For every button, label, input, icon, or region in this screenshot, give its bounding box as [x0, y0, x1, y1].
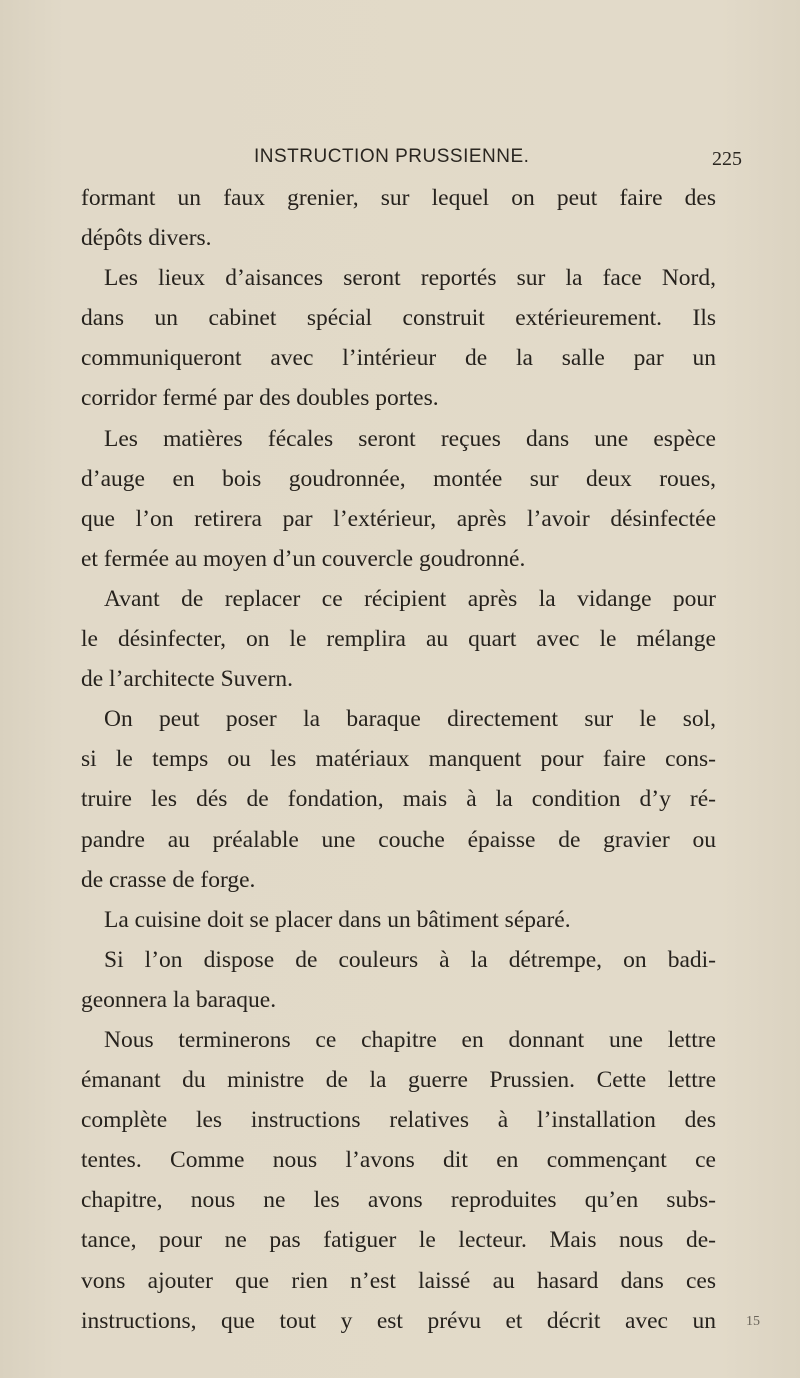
text-line: Si l’on dispose de couleurs à la détrempe, on badi-	[104, 946, 716, 973]
text-line: tance, pour ne pas fatiguer le lecteur. Mais nous de-	[81, 1227, 716, 1254]
text-line: de crasse de forge.	[81, 866, 256, 893]
text-line: d’auge en bois goudronnée, montée sur deux roues,	[81, 465, 716, 492]
body-text	[81, 178, 716, 1341]
text-line: vons ajouter que rien n’est laissé au hasard dans ces	[81, 1267, 716, 1294]
text-line: corridor fermé par des doubles portes.	[81, 385, 439, 412]
text-line: Les matières fécales seront reçues dans une espèce	[104, 425, 716, 452]
text-line: dépôts divers.	[81, 225, 212, 252]
text-line: de l’architecte Suvern.	[81, 666, 294, 693]
text-line: instructions, que tout y est prévu et décrit avec un	[81, 1307, 716, 1334]
text-line: On peut poser la baraque directement sur le sol,	[104, 706, 716, 733]
text-line: geonnera la baraque.	[81, 986, 277, 1013]
text-line: truire les dés de fondation, mais à la condition d’y ré-	[81, 786, 716, 813]
text-line: Avant de replacer ce récipient après la vidange pour	[104, 585, 716, 612]
text-line: La cuisine doit se placer dans un bâtiment séparé.	[104, 906, 571, 933]
text-line: et fermée au moyen d’un couvercle goudronné.	[81, 545, 526, 572]
text-line: dans un cabinet spécial construit extérieurement. Ils	[81, 305, 716, 332]
text-line: Nous terminerons ce chapitre en donnant une lettre	[104, 1026, 716, 1053]
text-line: pandre au préalable une couche épaisse de gravier ou	[81, 826, 716, 853]
running-title: INSTRUCTION PRUSSIENNE.	[254, 146, 530, 167]
text-line: tentes. Comme nous l’avons dit en commençant ce	[81, 1147, 716, 1174]
text-line: complète les instructions relatives à l’installation des	[81, 1107, 716, 1134]
text-line: émanant du ministre de la guerre Prussien. Cette lettre	[81, 1067, 716, 1094]
signature-mark: 15	[746, 1314, 760, 1329]
text-line: que l’on retirera par l’extérieur, après l’avoir désinfectée	[81, 505, 716, 532]
text-line: chapitre, nous ne les avons reproduites qu’en subs-	[81, 1187, 716, 1214]
page-number: 225	[712, 148, 742, 170]
text-line: communiqueront avec l’intérieur de la salle par un	[81, 345, 716, 372]
page-header	[0, 146, 800, 174]
text-line: si le temps ou les matériaux manquent pour faire cons-	[81, 746, 716, 773]
text-line: Les lieux d’aisances seront reportés sur la face Nord,	[104, 265, 716, 292]
text-line: formant un faux grenier, sur lequel on peut faire des	[81, 185, 716, 211]
text-line: le désinfecter, on le remplira au quart avec le mélange	[81, 626, 716, 653]
